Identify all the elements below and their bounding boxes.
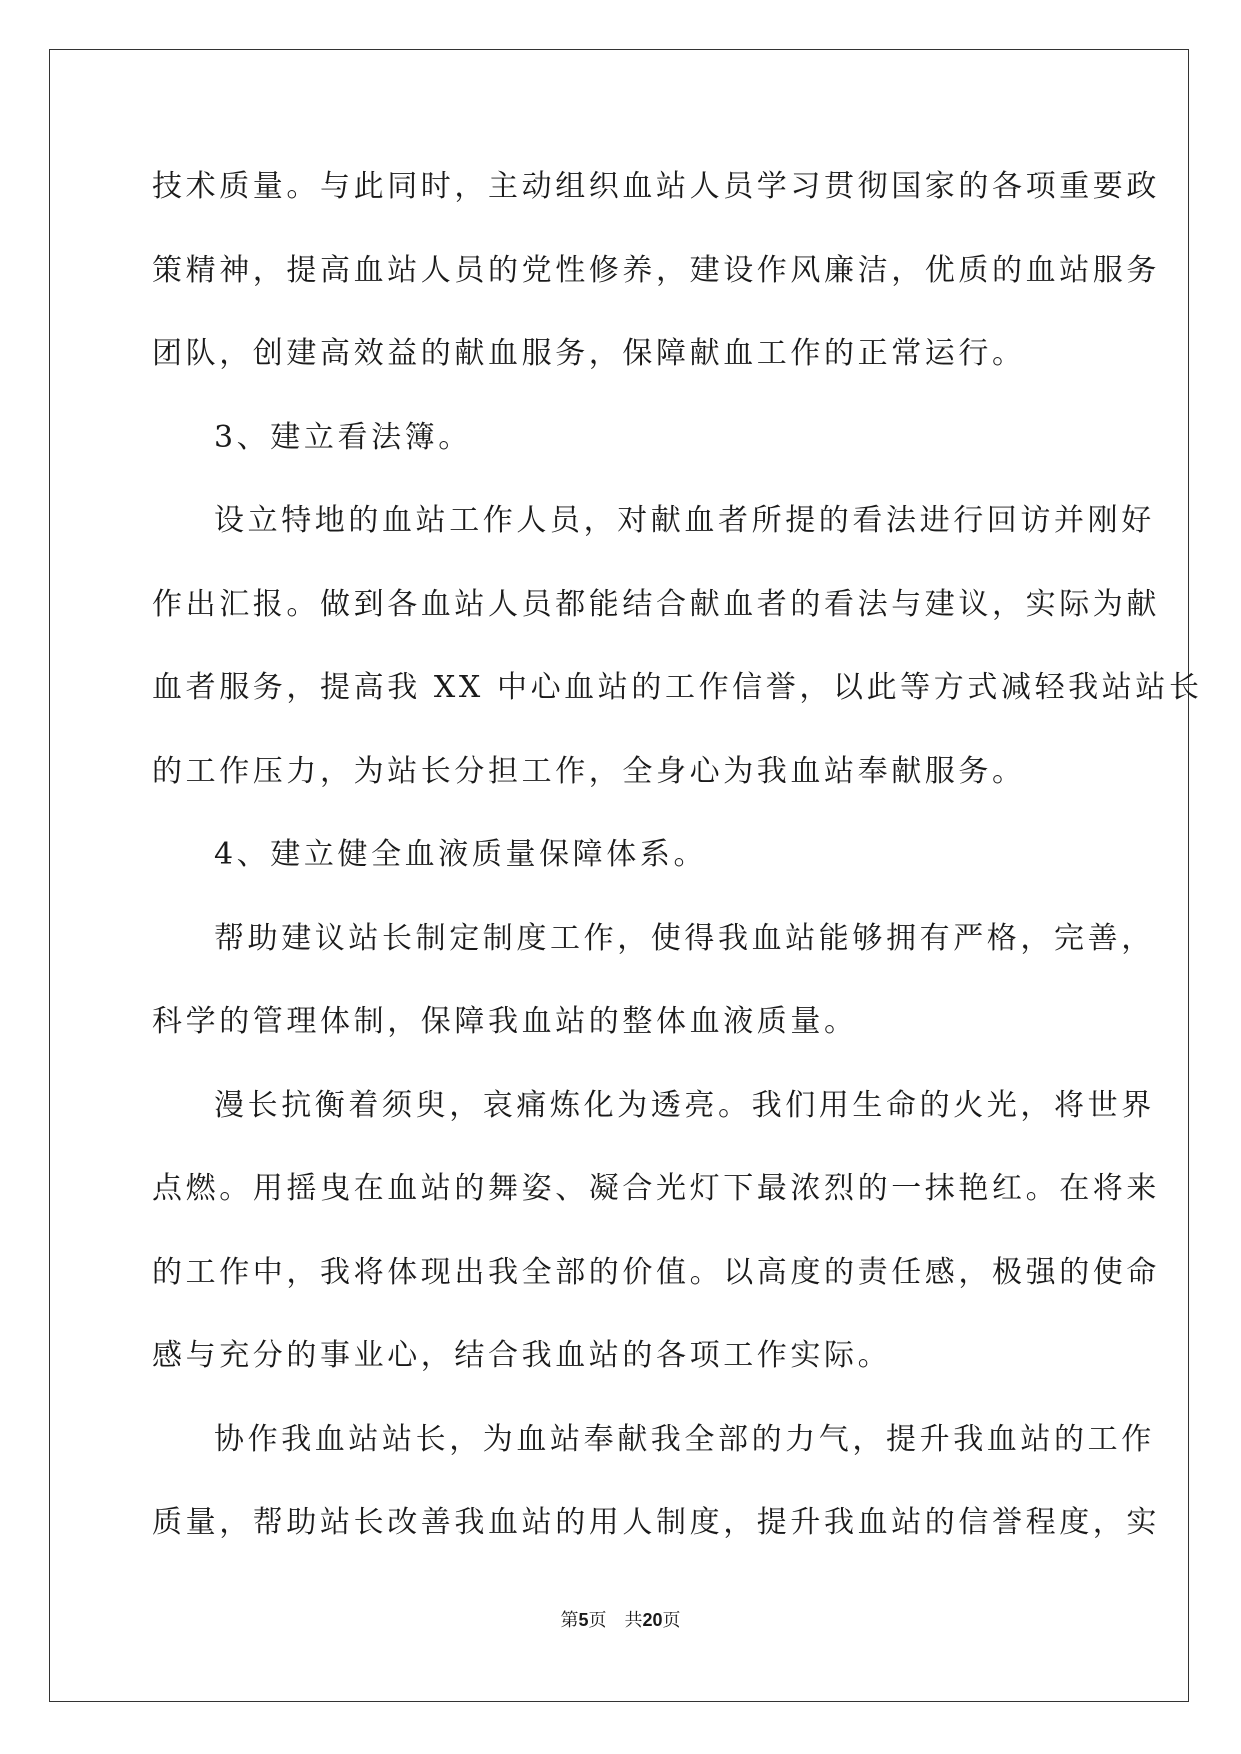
page-footer [0, 1606, 1241, 1632]
text-line: 的工作压力，为站长分担工作，全身心为我血站奉献服务。 [152, 753, 1026, 789]
text-line: 感与充分的事业心，结合我血站的各项工作实际。 [152, 1338, 892, 1373]
footer-mid: 页 共 [588, 1610, 643, 1631]
text-line: 团队，创建高效益的献血服务，保障献血工作的正常运行。 [152, 336, 1026, 371]
section-heading: 4、建立健全血液质量保障体系。 [214, 837, 708, 872]
total-pages-number: 20 [642, 1610, 663, 1630]
footer-suffix: 页 [662, 1610, 681, 1631]
text-line: 作出汇报。做到各血站人员都能结合献血者的看法与建议，实际为献 [152, 586, 1160, 622]
document-body [152, 160, 1203, 1580]
text-line: 血者服务，提高我 XX 中心血站的工作信誉，以此等方式减轻我站站长 [152, 670, 1203, 705]
footer-prefix: 第 [560, 1610, 579, 1631]
text-line: 帮助建议站长制定制度工作，使得我血站能够拥有严格，完善， [214, 920, 1155, 956]
text-line: 协作我血站站长，为血站奉献我全部的力气，提升我血站的工作 [214, 1421, 1155, 1457]
text-line: 质量，帮助站长改善我血站的用人制度，提升我血站的信誉程度，实 [152, 1505, 1160, 1540]
section-heading: 3、建立看法簿。 [214, 419, 472, 455]
text-line: 技术质量。与此同时，主动组织血站人员学习贯彻国家的各项重要政 [152, 169, 1160, 204]
text-line: 策精神，提高血站人员的党性修养，建设作风廉洁，优质的血站服务 [152, 252, 1160, 288]
current-page-number: 5 [578, 1610, 589, 1630]
text-line: 漫长抗衡着须臾，哀痛炼化为透亮。我们用生命的火光，将世界 [214, 1087, 1155, 1123]
text-line: 点燃。用摇曳在血站的舞姿、凝合光灯下最浓烈的一抹艳红。在将来 [152, 1171, 1160, 1206]
text-line: 科学的管理体制，保障我血站的整体血液质量。 [152, 1004, 858, 1039]
text-line: 设立特地的血站工作人员，对献血者所提的看法进行回访并刚好 [214, 503, 1155, 538]
text-line: 的工作中，我将体现出我全部的价值。以高度的责任感，极强的使命 [152, 1254, 1160, 1290]
